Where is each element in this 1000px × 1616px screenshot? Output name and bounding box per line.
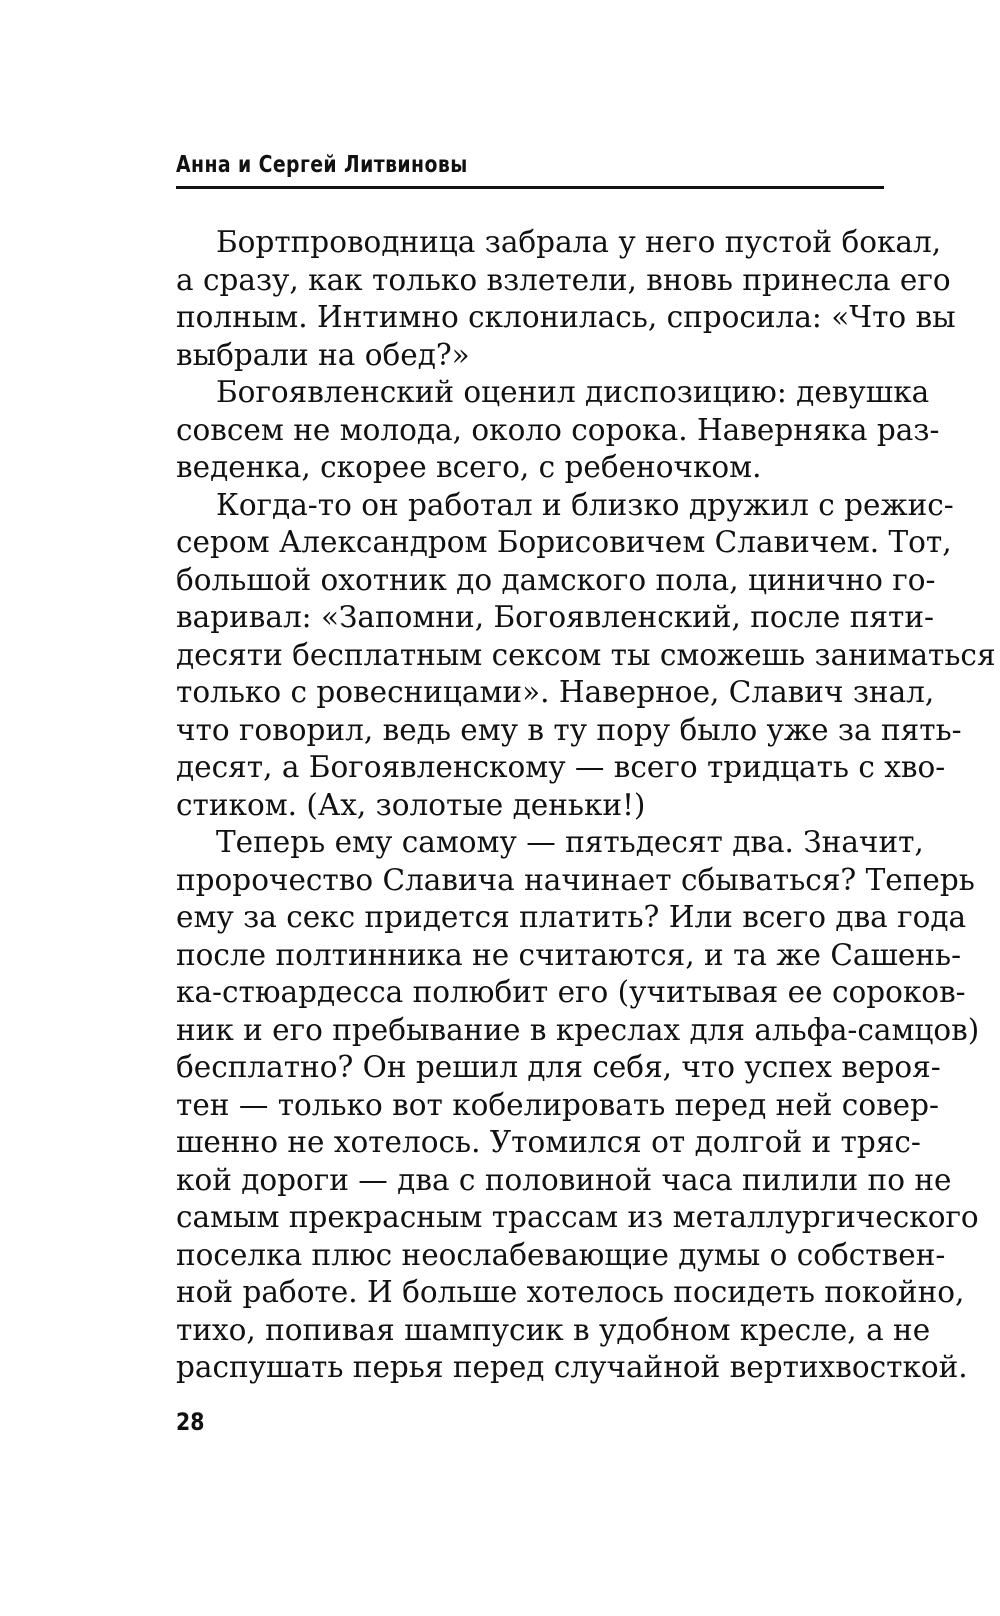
text-line: тен — только вот кобелировать перед ней совер- — [176, 1087, 939, 1122]
body-text — [176, 224, 996, 1387]
text-line: Когда-то он работал и близко дружил с режис- — [216, 487, 954, 522]
text-line: кой дороги — два с половиной часа пилили по не — [176, 1162, 952, 1197]
text-line: ник и его пребывание в креслах для альфа-самцов) — [176, 1012, 980, 1047]
text-line: тихо, попивая шампусик в удобном кресле, а не — [176, 1312, 931, 1347]
text-line: после полтинника не считаются, и та же Сашень- — [176, 937, 962, 972]
text-line: Богоявленский оценил диспозицию: девушка — [216, 375, 930, 409]
text-line: пророчество Славича начинает сбываться? Теперь — [176, 862, 975, 897]
text-line: варивал: «Запомни, Богоявленский, после пяти- — [176, 600, 934, 634]
text-line: десят, а Богоявленскому — всего тридцать с хво- — [176, 750, 946, 784]
text-line: бесплатно? Он решил для себя, что успех вероя- — [176, 1050, 941, 1084]
text-line: сером Александром Борисовичем Славичем. Тот, — [176, 525, 952, 559]
text-line: самым прекрасным трассам из металлургического — [176, 1200, 979, 1234]
text-line: что говорил, ведь ему в ту пору было уже за пять- — [176, 712, 962, 747]
text-line: ной работе. И больше хотелось посидеть покойно, — [176, 1275, 965, 1309]
text-line: распушать перья перед случайной вертихвосткой. — [176, 1350, 968, 1384]
text-line: полным. Интимно склонилась, спросила: «Что вы — [176, 300, 956, 334]
text-line: Теперь ему самому — пятьдесят два. Значит, — [216, 825, 924, 859]
paragraph — [176, 374, 940, 487]
text-line: совсем не молода, около сорока. Наверняка раз- — [176, 412, 940, 447]
paragraph — [176, 487, 996, 825]
text-line: большой охотник до дамского пола, цинично го- — [176, 562, 936, 597]
text-line: а сразу, как только взлетели, вновь принесла его — [176, 262, 951, 297]
text-line: выбрали на обед?» — [176, 337, 470, 372]
paragraph — [176, 224, 956, 374]
text-line: поселка плюс неослабевающие думы о собствен- — [176, 1237, 946, 1272]
text-line: ему за секс придется платить? Или всего два года — [176, 900, 967, 934]
text-line: Бортпроводница забрала у него пустой бокал, — [216, 225, 942, 259]
text-line: веденка, скорее всего, с ребеночком. — [176, 450, 762, 484]
text-line: шенно не хотелось. Утомился от долгой и тряс- — [176, 1125, 921, 1159]
text-line: только с ровесницами». Наверное, Славич знал, — [176, 675, 935, 709]
running-header — [176, 150, 884, 189]
text-line: десяти бесплатным сексом ты сможешь заниматься — [176, 637, 996, 672]
page-number: 28 — [176, 1408, 205, 1436]
running-header-title: Анна и Сергей Литвиновы — [176, 152, 468, 178]
text-line: ка-стюардесса полюбит его (учитывая ее сороков- — [176, 975, 966, 1009]
text-line: стиком. (Ах, золотые деньки!) — [176, 787, 646, 822]
paragraph — [176, 824, 980, 1387]
